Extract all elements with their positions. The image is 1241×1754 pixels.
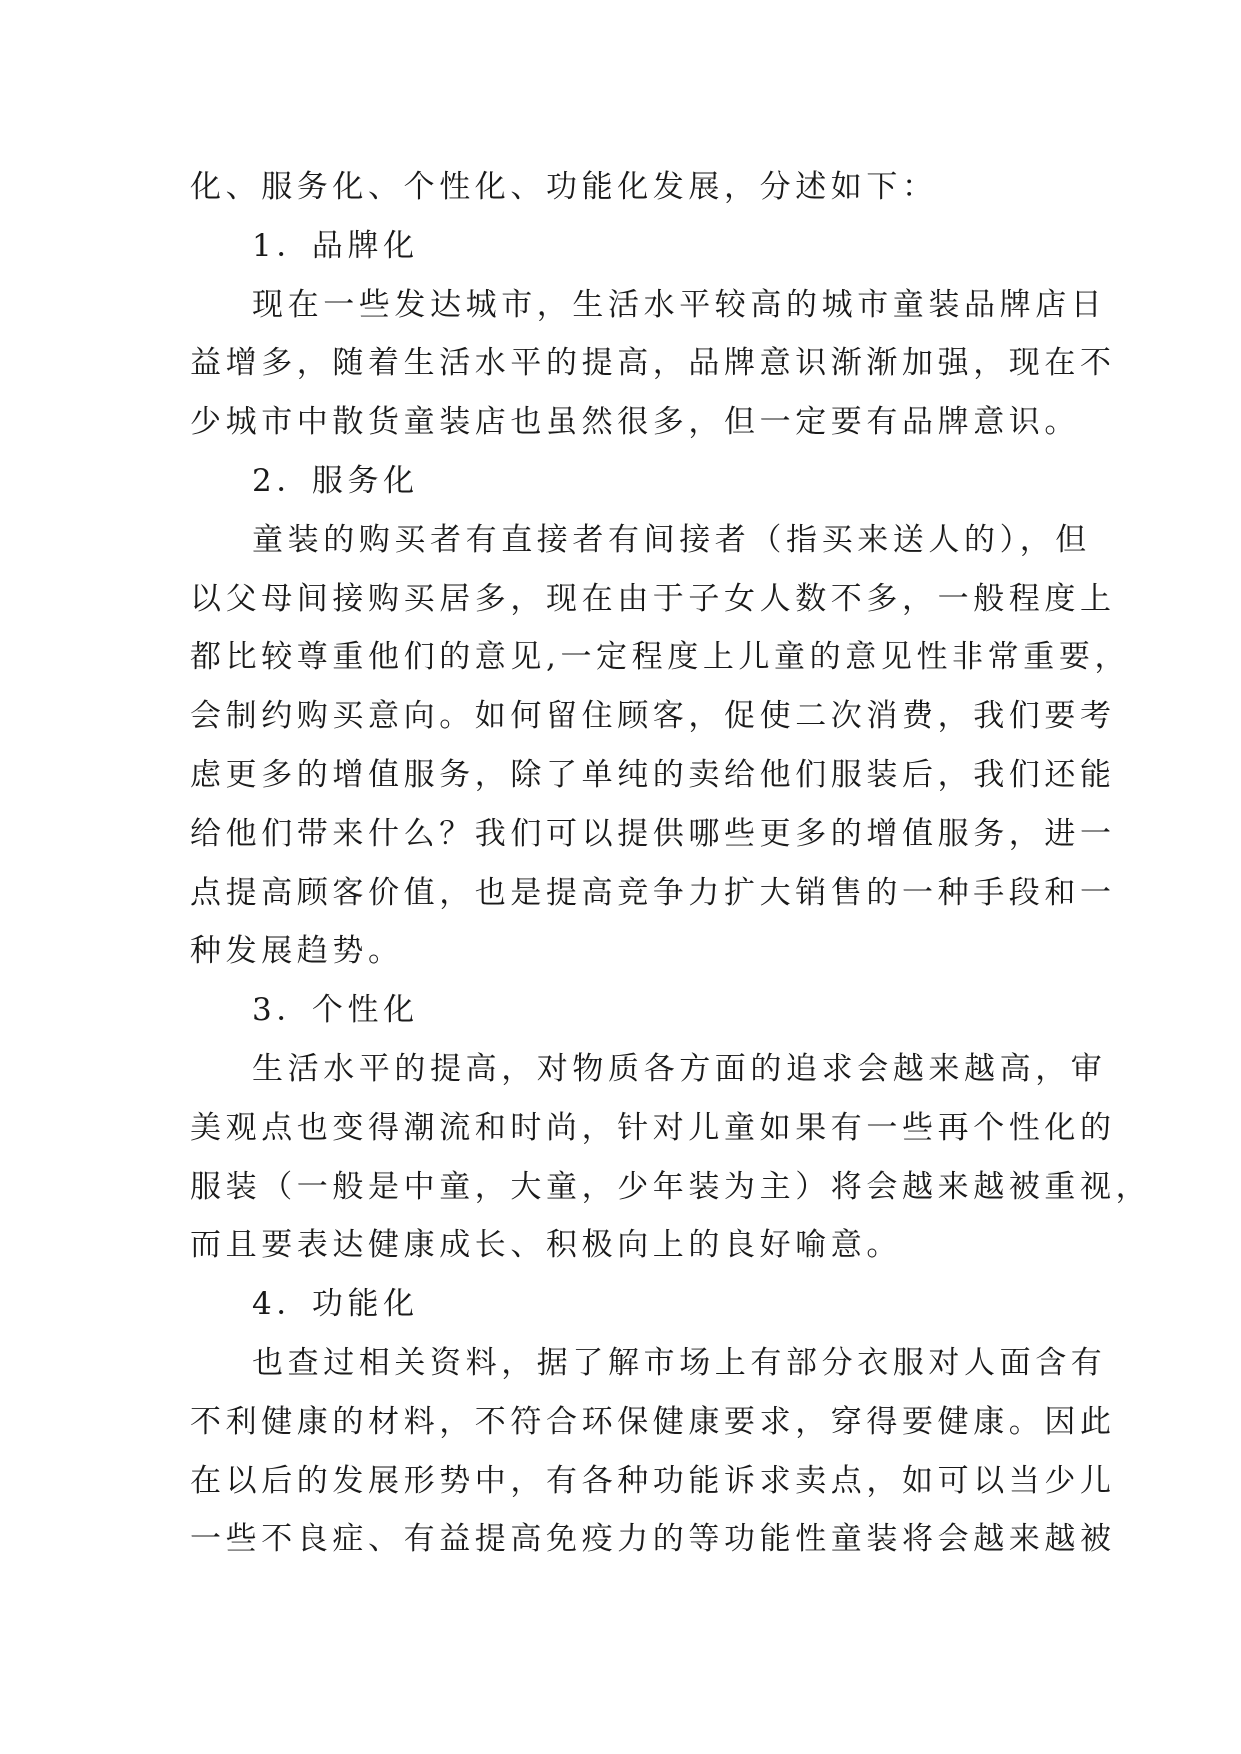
text-line: 不利健康的材料，不符合环保健康要求，穿得要健康。因此: [190, 1403, 1116, 1440]
text-line: 在以后的发展形势中，有各种功能诉求卖点，如可以当少儿: [190, 1462, 1116, 1499]
text-line: 虑更多的增值服务，除了单纯的卖给他们服装后，我们还能: [190, 756, 1116, 793]
text-line: 给他们带来什么？我们可以提供哪些更多的增值服务，进一: [190, 815, 1116, 852]
section-heading-personalization: 3．个性化: [252, 992, 419, 1029]
text-line: 种发展趋势。: [190, 933, 404, 970]
text-line: 美观点也变得潮流和时尚，针对儿童如果有一些再个性化的: [190, 1109, 1116, 1146]
text-line: 会制约购买意向。如何留住顾客，促使二次消费，我们要考: [190, 698, 1116, 735]
section-heading-service: 2．服务化: [252, 462, 419, 499]
section-heading-branding: 1．品牌化: [252, 227, 419, 264]
text-line: 生活水平的提高，对物质各方面的追求会越来越高，审: [252, 1050, 1107, 1087]
text-line: 而且要表达健康成长、积极向上的良好喻意。: [190, 1227, 902, 1264]
document-page: [190, 158, 1152, 1569]
text-line: 童装的购买者有直接者有间接者（指买来送人的），但: [252, 521, 1091, 558]
text-line: 一些不良症、有益提高免疫力的等功能性童装将会越来越被: [190, 1521, 1116, 1558]
text-line: 以父母间接购买居多，现在由于子女人数不多，一般程度上: [190, 580, 1116, 617]
text-line: 点提高顾客价值，也是提高竞争力扩大销售的一种手段和一: [190, 874, 1116, 911]
text-line: 现在一些发达城市，生活水平较高的城市童装品牌店日: [252, 286, 1107, 323]
text-line: 益增多，随着生活水平的提高，品牌意识渐渐加强，现在不: [190, 345, 1116, 382]
text-line: 也查过相关资料，据了解市场上有部分衣服对人面含有: [252, 1344, 1107, 1381]
text-line: 化、服务化、个性化、功能化发展，分述如下：: [190, 169, 938, 205]
text-line: 服装（一般是中童，大童，少年装为主）将会越来越被重视，: [190, 1168, 1152, 1205]
text-line: 少城市中散货童装店也虽然很多，但一定要有品牌意识。: [190, 404, 1080, 441]
text-line: 都比较尊重他们的意见,一定程度上儿童的意见性非常重要，: [190, 639, 1131, 676]
section-heading-functionality: 4．功能化: [252, 1286, 419, 1323]
